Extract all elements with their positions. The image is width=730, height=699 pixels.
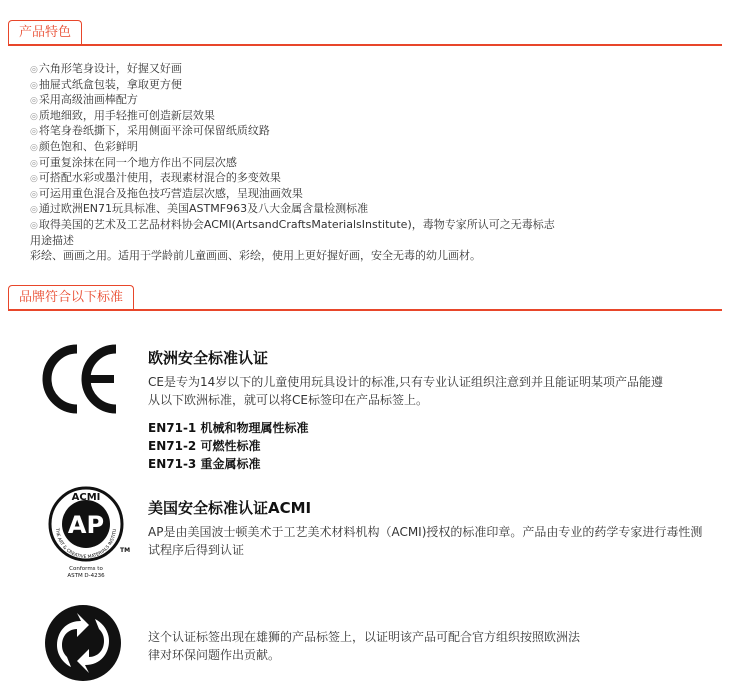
feature-item: ◎六角形笔身设计，好握又好画	[30, 62, 182, 75]
bullet-icon: ◎	[30, 65, 38, 75]
usage-text: 彩绘、画画之用。适用于学龄前儿童画画、彩绘，使用上更好握好画，安全无毒的幼儿画材。	[30, 249, 481, 262]
acmi-logo-top-text: ACMI	[71, 492, 101, 503]
bullet-icon: ◎	[30, 158, 38, 169]
ce-description: CE是专为14岁以下的儿童使用玩具设计的标准,只有专业认证组织注意到并且能证明某项产品能遵从以下欧洲标准，就可以将CE标签印在产品标签上。	[148, 375, 664, 407]
feature-item: ◎可搭配水彩或墨汁使用，表现素材混合的多变效果	[30, 171, 281, 185]
bullet-icon: ◎	[30, 174, 38, 185]
section-title-features: 产品特色	[8, 20, 82, 45]
acmi-logo-astm-text: ASTM D-4236	[67, 573, 105, 579]
feature-item: ◎抽屉式纸盒包装，拿取更方便	[30, 77, 182, 91]
acmi-description: AP是由美国波士顿美术于工艺美术材料机构（ACMI)授权的标准印章。产品由专业的药学专家进行毒性测试程序后得到认证	[148, 525, 703, 557]
green-dot-description: 这个认证标签出现在雄狮的产品标签上，以证明该产品可配合官方组织按照欧洲法律对环保问题作出贡献。	[148, 630, 581, 662]
bullet-icon: ◎	[30, 189, 38, 200]
section-divider	[8, 44, 722, 46]
bullet-icon: ◎	[30, 127, 38, 138]
section-header-standards	[8, 285, 722, 311]
en71-standards-list	[148, 419, 673, 473]
acmi-certification	[148, 498, 713, 559]
feature-item: ◎将笔身卷纸撕下，采用侧面平涂可保留纸质纹路	[30, 124, 270, 138]
section-title-standards: 品牌符合以下标准	[8, 285, 134, 310]
feature-item: ◎可重复涂抹在同一个地方作出不同层次感	[30, 155, 237, 169]
feature-item: ◎颜色饱和、色彩鲜明	[30, 139, 138, 153]
acmi-ap-seal-icon	[40, 484, 132, 588]
acmi-logo-ring-text: THE ART & CREATIVE MATERIALS INSTITU	[53, 527, 119, 561]
standard-item: EN71-1 机械和物理属性标准	[148, 421, 309, 435]
standard-item: EN71-2 可燃性标准	[148, 439, 261, 453]
acmi-logo-tm: TM	[120, 547, 131, 554]
usage-block	[30, 233, 481, 263]
feature-item: ◎采用高级油画棒配方	[30, 93, 138, 107]
bullet-icon: ◎	[30, 96, 38, 107]
ce-mark-icon	[42, 343, 122, 419]
bullet-icon: ◎	[30, 142, 38, 153]
feature-item: ◎通过欧洲EN71玩具标准、美国ASTMF963及八大金属含量检测标准	[30, 202, 369, 216]
section-divider	[8, 309, 722, 311]
feature-item: ◎取得美国的艺术及工艺品材料协会ACMI(ArtsandCraftsMaterialsInstitute)，毒物专家所认可之无毒标志	[30, 217, 555, 231]
bullet-icon: ◎	[30, 80, 38, 91]
feature-item: ◎可运用重色混合及拖色技巧营造层次感，呈现油画效果	[30, 186, 303, 200]
acmi-logo-center-text: AP	[67, 511, 105, 539]
acmi-logo-conforms-text: Conforms to	[69, 566, 103, 572]
usage-title: 用途描述	[30, 234, 74, 247]
bullet-icon: ◎	[30, 111, 38, 122]
green-dot-recycle-icon	[43, 603, 123, 687]
bullet-icon: ◎	[30, 205, 38, 216]
features-list	[30, 62, 555, 234]
acmi-title: 美国安全标准认证ACMI	[148, 499, 312, 517]
standard-item: EN71-3 重金属标准	[148, 457, 261, 471]
section-header-features	[8, 20, 722, 46]
ce-certification	[148, 348, 673, 473]
green-dot-certification	[148, 628, 588, 664]
bullet-icon: ◎	[30, 220, 38, 231]
feature-item: ◎质地细致，用手轻推可创造新层效果	[30, 108, 215, 122]
ce-title: 欧洲安全标准认证	[148, 349, 269, 367]
